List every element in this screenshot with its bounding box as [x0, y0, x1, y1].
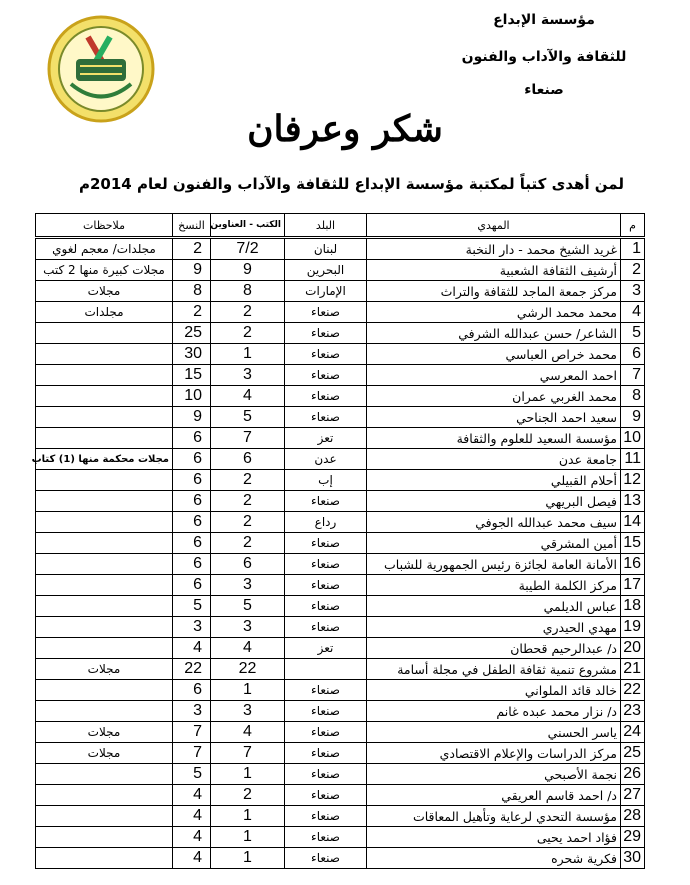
cell-books: 7: [211, 428, 285, 449]
cell-num: 3: [621, 281, 645, 302]
cell-books: 3: [211, 617, 285, 638]
cell-books: 3: [211, 365, 285, 386]
cell-copies: 6: [173, 533, 211, 554]
header-donor: المهدي: [367, 214, 621, 238]
table-row: [36, 596, 645, 617]
table-row: [36, 701, 645, 722]
cell-notes: مجلدات/ معجم لغوي: [36, 238, 173, 260]
cell-donor: محمد الغربي عمران: [367, 386, 621, 407]
cell-country: صنعاء: [285, 596, 367, 617]
cell-num: 5: [621, 323, 645, 344]
cell-num: 6: [621, 344, 645, 365]
cell-copies: 6: [173, 428, 211, 449]
cell-books: 2: [211, 512, 285, 533]
cell-copies: 6: [173, 554, 211, 575]
cell-books: 4: [211, 386, 285, 407]
table-row: [36, 491, 645, 512]
header-copies: النسخ: [173, 214, 211, 238]
cell-copies: 4: [173, 827, 211, 848]
cell-donor: فكرية شحره: [367, 848, 621, 869]
table-row: [36, 323, 645, 344]
cell-country: صنعاء: [285, 701, 367, 722]
table-row: [36, 302, 645, 323]
table-row: [36, 428, 645, 449]
cell-copies: 4: [173, 638, 211, 659]
cell-copies: 6: [173, 680, 211, 701]
cell-books: 2: [211, 323, 285, 344]
cell-donor: مهدي الحيدري: [367, 617, 621, 638]
donors-table: [31, 213, 645, 869]
cell-copies: 7: [173, 722, 211, 743]
cell-donor: سيف محمد عبدالله الجوفي: [367, 512, 621, 533]
cell-num: 2: [621, 260, 645, 281]
cell-country: صنعاء: [285, 743, 367, 764]
cell-copies: 3: [173, 701, 211, 722]
cell-donor: مشروع تنمية ثقافة الطفل في مجلة أسامة: [367, 659, 621, 680]
cell-notes: [36, 617, 173, 638]
cell-copies: 6: [173, 575, 211, 596]
cell-copies: 5: [173, 764, 211, 785]
cell-books: 3: [211, 575, 285, 596]
cell-notes: [36, 575, 173, 596]
cell-donor: عباس الديلمي: [367, 596, 621, 617]
table-row: [36, 659, 645, 680]
cell-donor: نجمة الأصبحي: [367, 764, 621, 785]
cell-donor: فؤاد احمد يحيى: [367, 827, 621, 848]
table-row: [36, 281, 645, 302]
cell-num: 12: [621, 470, 645, 491]
cell-notes: [36, 386, 173, 407]
cell-donor: ياسر الحسني: [367, 722, 621, 743]
cell-num: 16: [621, 554, 645, 575]
table-row: [36, 344, 645, 365]
cell-copies: 8: [173, 281, 211, 302]
cell-num: 29: [621, 827, 645, 848]
cell-donor: مركز الدراسات والإعلام الاقتصادي: [367, 743, 621, 764]
cell-copies: 5: [173, 596, 211, 617]
cell-country: صنعاء: [285, 323, 367, 344]
cell-country: صنعاء: [285, 575, 367, 596]
table-row: [36, 785, 645, 806]
cell-copies: 2: [173, 302, 211, 323]
cell-books: 5: [211, 596, 285, 617]
cell-books: 4: [211, 638, 285, 659]
cell-country: الإمارات: [285, 281, 367, 302]
cell-books: 7/2: [211, 238, 285, 260]
cell-books: 2: [211, 533, 285, 554]
cell-books: 5: [211, 407, 285, 428]
cell-donor: خالد قائد الملواني: [367, 680, 621, 701]
cell-country: صنعاء: [285, 533, 367, 554]
cell-books: 7: [211, 743, 285, 764]
table-row: [36, 238, 645, 260]
cell-books: 1: [211, 344, 285, 365]
cell-country: تعز: [285, 428, 367, 449]
table-row: [36, 365, 645, 386]
cell-num: 19: [621, 617, 645, 638]
cell-copies: 7: [173, 743, 211, 764]
table-row: [36, 722, 645, 743]
cell-country: رداع: [285, 512, 367, 533]
cell-books: 3: [211, 701, 285, 722]
cell-country: لبنان: [285, 238, 367, 260]
cell-donor: مؤسسة السعيد للعلوم والثقافة: [367, 428, 621, 449]
cell-donor: مؤسسة التحدي لرعاية وتأهيل المعاقات: [367, 806, 621, 827]
cell-books: 1: [211, 806, 285, 827]
cell-books: 6: [211, 449, 285, 470]
cell-copies: 4: [173, 785, 211, 806]
cell-country: صنعاء: [285, 764, 367, 785]
cell-books: 2: [211, 785, 285, 806]
cell-books: 8: [211, 281, 285, 302]
cell-num: 15: [621, 533, 645, 554]
cell-notes: [36, 848, 173, 869]
cell-books: 6: [211, 554, 285, 575]
table-row: [36, 386, 645, 407]
cell-country: صنعاء: [285, 617, 367, 638]
cell-donor: مركز جمعة الماجد للثقافة والتراث: [367, 281, 621, 302]
cell-num: 22: [621, 680, 645, 701]
cell-num: 18: [621, 596, 645, 617]
cell-notes: [36, 827, 173, 848]
table-row: [36, 827, 645, 848]
cell-notes: مجلدات: [36, 302, 173, 323]
cell-donor: غريد الشيخ محمد - دار النخبة: [367, 238, 621, 260]
cell-notes: [36, 680, 173, 701]
cell-num: 9: [621, 407, 645, 428]
cell-books: 4: [211, 722, 285, 743]
cell-num: 7: [621, 365, 645, 386]
cell-country: صنعاء: [285, 806, 367, 827]
cell-country: صنعاء: [285, 491, 367, 512]
cell-notes: [36, 323, 173, 344]
cell-notes: مجلات: [36, 281, 173, 302]
cell-country: صنعاء: [285, 848, 367, 869]
table-row: [36, 533, 645, 554]
table-row: [36, 470, 645, 491]
table-header-row: [36, 214, 645, 238]
cell-country: صنعاء: [285, 722, 367, 743]
cell-country: صنعاء: [285, 386, 367, 407]
cell-notes: [36, 764, 173, 785]
cell-notes: مجلات: [36, 743, 173, 764]
cell-donor: أرشيف الثقافة الشعبية: [367, 260, 621, 281]
cell-books: 1: [211, 848, 285, 869]
cell-notes: [36, 365, 173, 386]
cell-country: تعز: [285, 638, 367, 659]
cell-num: 10: [621, 428, 645, 449]
cell-copies: 6: [173, 449, 211, 470]
cell-num: 21: [621, 659, 645, 680]
cell-copies: 9: [173, 407, 211, 428]
page-subtitle: لمن أهدى كتباً لمكتبة مؤسسة الإبداع للثقافة والآداب والفنون لعام 2014م: [79, 175, 624, 193]
table-row: [36, 449, 645, 470]
cell-num: 24: [621, 722, 645, 743]
cell-books: 1: [211, 680, 285, 701]
cell-country: صنعاء: [285, 344, 367, 365]
cell-donor: جامعة عدن: [367, 449, 621, 470]
header-country: البلد: [285, 214, 367, 238]
cell-books: 2: [211, 491, 285, 512]
cell-donor: احمد المعرسي: [367, 365, 621, 386]
cell-donor: مركز الكلمة الطيبة: [367, 575, 621, 596]
cell-books: 2: [211, 302, 285, 323]
cell-country: إب: [285, 470, 367, 491]
cell-books: 1: [211, 827, 285, 848]
cell-num: 28: [621, 806, 645, 827]
cell-num: 1: [621, 238, 645, 260]
cell-country: عدن: [285, 449, 367, 470]
cell-notes: [36, 407, 173, 428]
cell-books: 9: [211, 260, 285, 281]
table-row: [36, 407, 645, 428]
table-row: [36, 260, 645, 281]
cell-notes: [36, 533, 173, 554]
cell-num: 20: [621, 638, 645, 659]
header-books: الكتب - العناوين: [211, 214, 285, 238]
cell-num: 25: [621, 743, 645, 764]
cell-country: صنعاء: [285, 680, 367, 701]
cell-copies: 3: [173, 617, 211, 638]
cell-num: 23: [621, 701, 645, 722]
cell-num: 26: [621, 764, 645, 785]
table-row: [36, 638, 645, 659]
cell-books: 1: [211, 764, 285, 785]
cell-copies: 25: [173, 323, 211, 344]
header-num: م: [621, 214, 645, 238]
cell-books: 2: [211, 470, 285, 491]
cell-num: 14: [621, 512, 645, 533]
table-row: [36, 848, 645, 869]
cell-num: 13: [621, 491, 645, 512]
cell-donor: محمد محمد الرشي: [367, 302, 621, 323]
cell-copies: 6: [173, 470, 211, 491]
cell-num: 27: [621, 785, 645, 806]
cell-books: 22: [211, 659, 285, 680]
table-row: [36, 764, 645, 785]
table-row: [36, 743, 645, 764]
cell-donor: الشاعر/ حسن عبدالله الشرفي: [367, 323, 621, 344]
cell-notes: [36, 785, 173, 806]
cell-notes: مجلات محكمة منها (1) كتاب: [36, 449, 173, 470]
cell-notes: [36, 344, 173, 365]
cell-country: صنعاء: [285, 365, 367, 386]
cell-num: 17: [621, 575, 645, 596]
cell-notes: مجلات: [36, 659, 173, 680]
cell-donor: د/ عبدالرحيم قحطان: [367, 638, 621, 659]
cell-num: 11: [621, 449, 645, 470]
cell-copies: 6: [173, 512, 211, 533]
cell-notes: مجلات كبيرة منها 2 كتب: [36, 260, 173, 281]
cell-country: صنعاء: [285, 407, 367, 428]
cell-donor: محمد خراص العباسي: [367, 344, 621, 365]
table-row: [36, 680, 645, 701]
cell-donor: سعيد احمد الجناحي: [367, 407, 621, 428]
cell-copies: 9: [173, 260, 211, 281]
cell-donor: أحلام القبيلي: [367, 470, 621, 491]
cell-copies: 22: [173, 659, 211, 680]
table-row: [36, 554, 645, 575]
cell-copies: 4: [173, 848, 211, 869]
org-name-line2: للثقافة والآداب والفنون: [461, 49, 627, 65]
cell-donor: الأمانة العامة لجائزة رئيس الجمهورية للشباب: [367, 554, 621, 575]
header-notes: ملاحظات: [36, 214, 173, 238]
table-row: [36, 806, 645, 827]
cell-notes: [36, 554, 173, 575]
org-city: صنعاء: [524, 82, 564, 98]
table-row: [36, 512, 645, 533]
table-row: [36, 617, 645, 638]
cell-notes: [36, 512, 173, 533]
cell-copies: 4: [173, 806, 211, 827]
cell-notes: [36, 428, 173, 449]
cell-country: البحرين: [285, 260, 367, 281]
cell-notes: [36, 470, 173, 491]
cell-country: صنعاء: [285, 302, 367, 323]
cell-num: 30: [621, 848, 645, 869]
cell-donor: أمين المشرقي: [367, 533, 621, 554]
cell-country: صنعاء: [285, 785, 367, 806]
cell-copies: 6: [173, 491, 211, 512]
cell-donor: د/ احمد قاسم العريقي: [367, 785, 621, 806]
cell-copies: 2: [173, 238, 211, 260]
cell-notes: [36, 638, 173, 659]
cell-donor: فيصل البريهي: [367, 491, 621, 512]
page-title: شكر وعرفان: [247, 108, 443, 150]
cell-copies: 10: [173, 386, 211, 407]
cell-notes: [36, 596, 173, 617]
cell-donor: د/ نزار محمد عبده غانم: [367, 701, 621, 722]
table-row: [36, 575, 645, 596]
org-name-line1: مؤسسة الإبداع: [493, 12, 595, 28]
cell-copies: 15: [173, 365, 211, 386]
cell-notes: [36, 701, 173, 722]
cell-notes: [36, 806, 173, 827]
cell-notes: مجلات: [36, 722, 173, 743]
cell-country: صنعاء: [285, 554, 367, 575]
cell-num: 8: [621, 386, 645, 407]
cell-copies: 30: [173, 344, 211, 365]
cell-country: صنعاء: [285, 827, 367, 848]
cell-country: [285, 659, 367, 680]
cell-notes: [36, 491, 173, 512]
cell-num: 4: [621, 302, 645, 323]
